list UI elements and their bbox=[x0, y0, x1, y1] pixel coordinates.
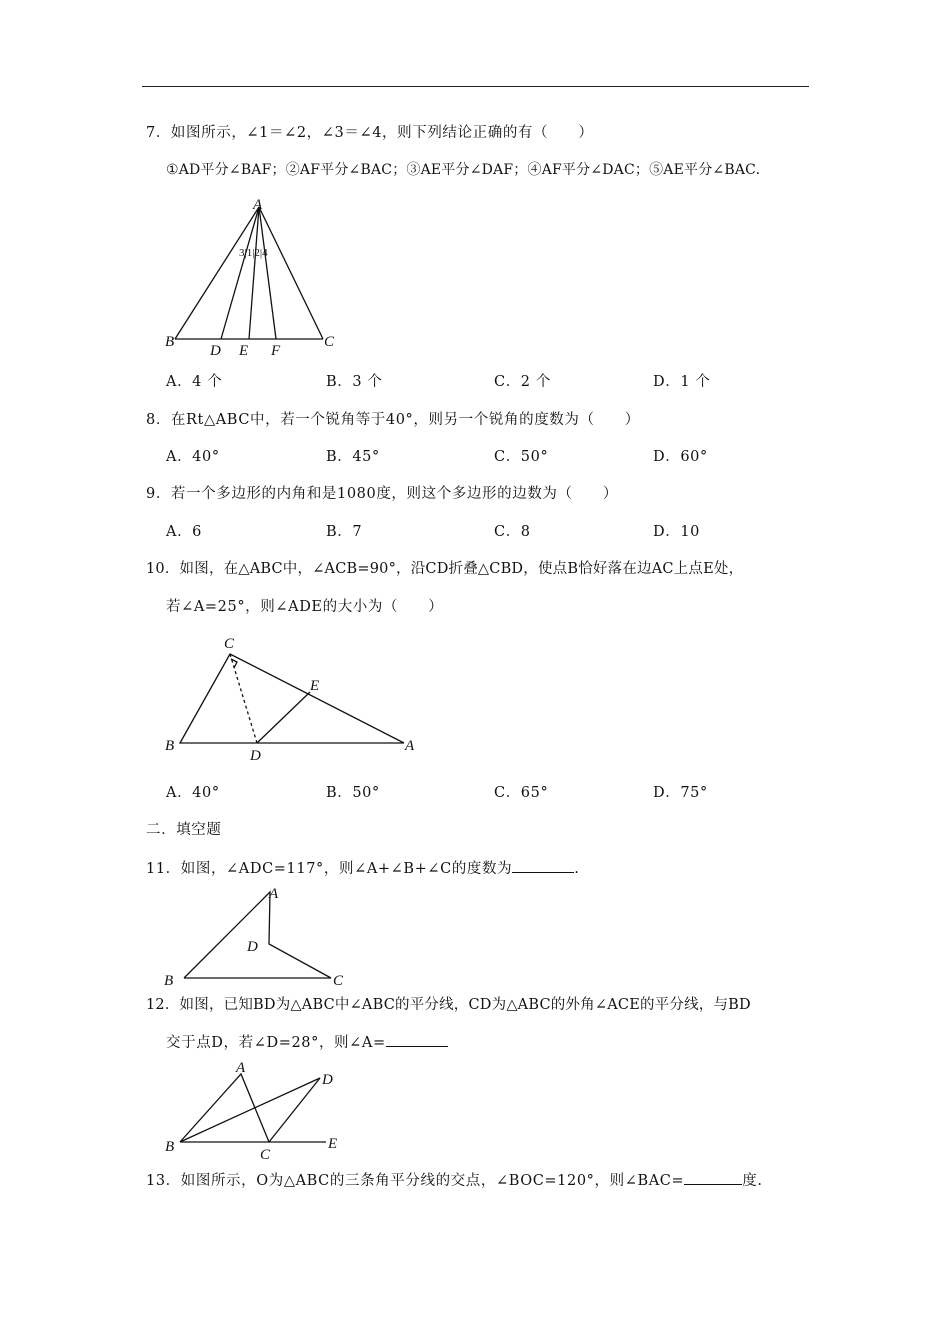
q10-label-c: C bbox=[224, 636, 235, 652]
q9-option-a: A．6 bbox=[166, 524, 202, 540]
q9-option-b: B．7 bbox=[326, 524, 363, 540]
q7-label-a: A bbox=[253, 197, 263, 213]
q12-label-d: D bbox=[322, 1072, 333, 1088]
q11-stem bbox=[146, 858, 579, 879]
q10-stem-line2: 若∠A=25°，则∠ADE的大小为（ ） bbox=[166, 599, 444, 615]
q13-answer-blank[interactable] bbox=[684, 1170, 742, 1185]
q11-figure bbox=[160, 882, 360, 992]
q10-label-e: E bbox=[310, 678, 320, 694]
q12-label-b: B bbox=[165, 1139, 175, 1155]
q7-label-e: E bbox=[239, 343, 249, 359]
q10-label-b: B bbox=[165, 738, 175, 754]
q12-label-c: C bbox=[260, 1147, 271, 1163]
q11-stem-end: . bbox=[574, 861, 580, 877]
q10-label-d: D bbox=[250, 748, 261, 764]
q10-stem-line1: 10．如图，在△ABC中，∠ACB=90°，沿CD折叠△CBD，使点B恰好落在边AC上点E处， bbox=[146, 561, 744, 577]
q13-stem-end: 度. bbox=[742, 1173, 763, 1189]
q10-option-b: B．50° bbox=[326, 785, 380, 801]
q10-option-a: A．40° bbox=[166, 785, 220, 801]
q7-statements: ①AD平分∠BAF；②AF平分∠BAC；③AE平分∠DAF；④AF平分∠DAC；⑤AE平分∠BAC. bbox=[166, 162, 761, 178]
q7-figure bbox=[160, 195, 360, 360]
q11-label-a: A bbox=[269, 886, 279, 902]
q7-option-b: B．3 个 bbox=[326, 374, 383, 390]
q8-option-d: D．60° bbox=[653, 449, 708, 465]
q9-option-c: C．8 bbox=[494, 524, 531, 540]
q11-label-c: C bbox=[333, 973, 344, 989]
q12-figure bbox=[160, 1060, 360, 1165]
q11-label-d: D bbox=[247, 939, 258, 955]
q7-label-b: B bbox=[165, 334, 175, 350]
q11-answer-blank[interactable] bbox=[512, 858, 574, 873]
q9-option-d: D．10 bbox=[653, 524, 700, 540]
q12-stem-text: 交于点D，若∠D=28°，则∠A= bbox=[166, 1035, 386, 1051]
q11-label-b: B bbox=[164, 973, 174, 989]
header-rule bbox=[142, 86, 809, 87]
q13-stem bbox=[146, 1170, 763, 1191]
q10-option-d: D．75° bbox=[653, 785, 708, 801]
q7-option-a: A．4 个 bbox=[166, 374, 223, 390]
q7-label-f: F bbox=[271, 343, 281, 359]
q12-label-a: A bbox=[236, 1060, 246, 1076]
section-heading: 二．填空题 bbox=[146, 822, 222, 838]
q11-stem-text: 11．如图，∠ADC=117°，则∠A+∠B+∠C的度数为 bbox=[146, 861, 513, 877]
q7-label-c: C bbox=[324, 334, 335, 350]
q8-option-b: B．45° bbox=[326, 449, 380, 465]
q8-option-c: C．50° bbox=[494, 449, 549, 465]
q7-option-d: D．1 个 bbox=[653, 374, 711, 390]
q7-angle-labels: 3|1|2|4 bbox=[239, 247, 268, 259]
q7-option-c: C．2 个 bbox=[494, 374, 551, 390]
q10-figure bbox=[160, 630, 420, 764]
q10-option-c: C．65° bbox=[494, 785, 549, 801]
q12-stem-line1: 12．如图，已知BD为△ABC中∠ABC的平分线，CD为△ABC的外角∠ACE的平分线，与BD bbox=[146, 997, 751, 1013]
q12-answer-blank[interactable] bbox=[386, 1032, 448, 1047]
q9-stem: 9．若一个多边形的内角和是1080度，则这个多边形的边数为（ ） bbox=[146, 486, 618, 502]
q13-stem-text: 13．如图所示，O为△ABC的三条角平分线的交点，∠BOC=120°，则∠BAC= bbox=[146, 1173, 685, 1189]
q10-label-a: A bbox=[405, 738, 415, 754]
q7-stem: 7．如图所示，∠1＝∠2，∠3＝∠4，则下列结论正确的有（ ） bbox=[146, 125, 594, 141]
q8-stem: 8．在Rt△ABC中，若一个锐角等于40°，则另一个锐角的度数为（ ） bbox=[146, 412, 640, 428]
q7-label-d: D bbox=[210, 343, 221, 359]
q12-label-e: E bbox=[328, 1136, 338, 1152]
q8-option-a: A．40° bbox=[166, 449, 220, 465]
q12-stem-line2 bbox=[166, 1032, 448, 1053]
